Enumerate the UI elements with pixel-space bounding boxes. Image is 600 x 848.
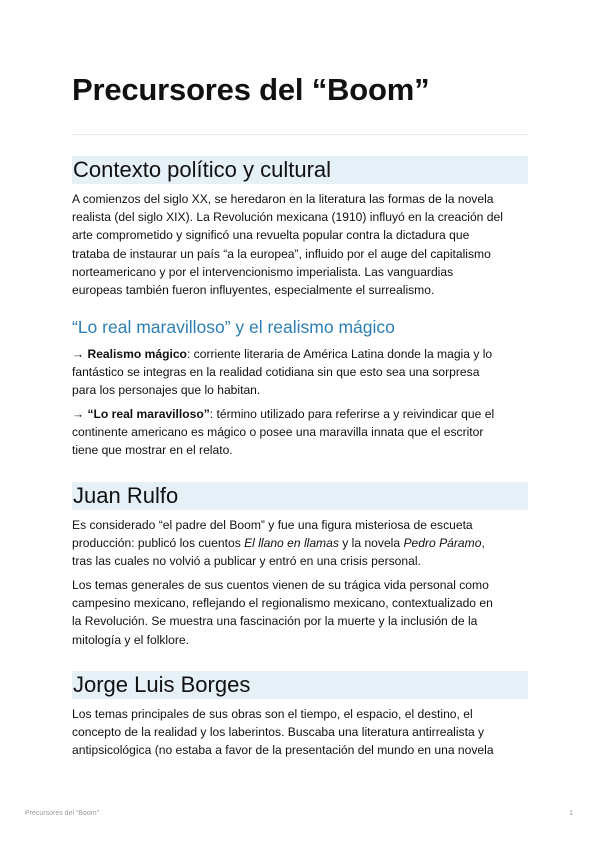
title-divider: [72, 134, 528, 135]
footer-document-title: Precursores del “Boom”: [25, 810, 99, 817]
text-line: Es considerado “el padre del Boom” y fue una figura misteriosa de escueta: [72, 518, 473, 532]
section-heading-contexto: Contexto político y cultural: [72, 156, 528, 184]
text-line: trataba de instaurar un país “a la europea”, influido por el auge del capitalismo: [72, 246, 491, 261]
page-title: Precursores del “Boom”: [72, 72, 430, 107]
term-realismo-magico: Realismo mágico: [87, 347, 187, 361]
text-line: la Revolución. Se muestra una fascinación por la muerte y la inclusión de la: [72, 614, 478, 629]
contexto-paragraph: [72, 190, 528, 299]
arrow-icon: →: [72, 407, 88, 421]
term-real-maravilloso: “Lo real maravilloso”: [87, 407, 210, 421]
text-line: continente americano es mágico o posee una maravilla innata que el escritor: [72, 425, 484, 440]
realismo-magico-paragraph: [72, 345, 528, 400]
text-line: [72, 534, 528, 552]
text-line: tiene que mostrar en el relato.: [72, 443, 233, 458]
text-line: realista (del siglo XIX). La Revolución mexicana (1910) influyó en la creación del: [72, 210, 503, 225]
text-line: fantástico se integras en la realidad cotidiana sin que esto sea una sorpresa: [72, 365, 480, 380]
text-line: norteamericano y por el intervencionismo imperialista. Las vanguardias: [72, 264, 454, 279]
text-line: antipsicológica (no estaba a favor de la presentación del mundo en una novela: [72, 743, 494, 758]
text-fragment: ,: [481, 536, 485, 551]
definition-text: : término utilizado para referirse a y reivindicar que el: [209, 407, 495, 421]
text-line: Los temas principales de sus obras son el tiempo, el espacio, el destino, el: [72, 707, 473, 721]
text-line: A comienzos del siglo XX, se heredaron en la literatura las formas de la novela: [72, 192, 494, 206]
definition-text: : corriente literaria de América Latina donde la magia y lo: [186, 347, 493, 361]
text-line: arte comprometido y significó una revuelta popular contra la dictadura que: [72, 228, 470, 243]
rulfo-paragraph-1: [72, 516, 528, 571]
section-heading-borges: Jorge Luis Borges: [72, 671, 528, 699]
text-line: Los temas generales de sus cuentos vienen de su trágica vida personal como: [72, 578, 489, 592]
borges-paragraph: [72, 705, 528, 760]
text-fragment: y la novela: [338, 536, 404, 551]
subsection-heading-maravilloso: “Lo real maravilloso” y el realismo mágico: [72, 317, 395, 337]
text-line: tras las cuales no volvió a publicar y entró en una crisis personal.: [72, 554, 421, 569]
text-line: campesino mexicano, reflejando el regionalismo mexicano, contextualizado en: [72, 596, 493, 611]
arrow-icon: →: [72, 347, 88, 361]
text-line: para los personajes que lo habitan.: [72, 383, 261, 398]
text-line: europeas también fueron influyentes, especialmente el surrealismo.: [72, 283, 435, 298]
footer-page-number: 1: [569, 810, 573, 817]
text-line: mitología y el folklore.: [72, 632, 189, 647]
text-line: [72, 345, 528, 363]
text-line: [72, 405, 528, 423]
text-fragment: producción: publicó los cuentos: [72, 536, 245, 551]
rulfo-paragraph-2: [72, 576, 528, 649]
section-heading-rulfo: Juan Rulfo: [72, 482, 528, 510]
book-title-pedro-paramo: Pedro Páramo: [403, 536, 482, 551]
text-line: concepto de la realidad y los laberintos. Buscaba una literatura antirrealista y: [72, 725, 485, 740]
book-title-el-llano: El llano en llamas: [244, 536, 339, 551]
real-maravilloso-paragraph: [72, 405, 528, 460]
